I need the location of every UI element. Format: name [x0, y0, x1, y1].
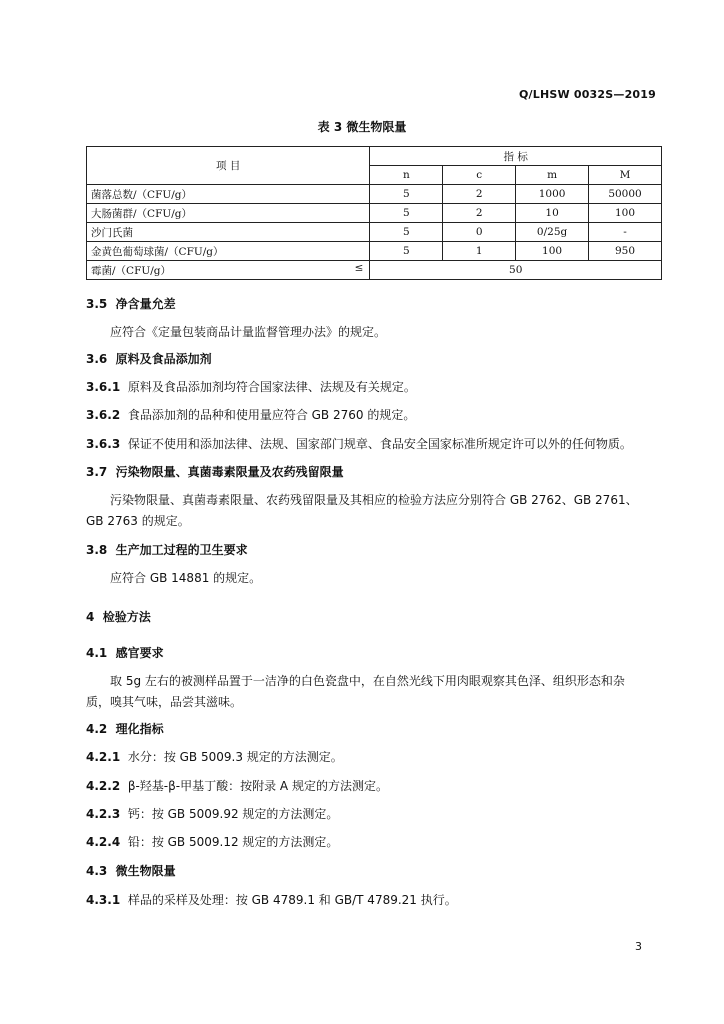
cell-n: 5 — [370, 242, 443, 261]
table-row — [87, 223, 662, 242]
table-row — [87, 242, 662, 261]
section-4-2-1: 4.2.1 水分：按 GB 5009.3 规定的方法测定。 — [86, 750, 343, 764]
section-4-3-1: 4.3.1 样品的采样及处理：按 GB 4789.1 和 GB/T 4789.21 执行。 — [86, 893, 457, 907]
column-header: M — [589, 166, 662, 185]
section-3-6-3: 3.6.3 保证不使用和添加法律、法规、国家部门规章、食品安全国家标准所规定许可以外的任何物质。 — [86, 437, 632, 451]
cell-c: 2 — [443, 185, 516, 204]
section-4-heading: 4 检验方法 — [86, 610, 151, 624]
section-4-1-body-line2: 质，嗅其气味，品尝其滋味。 — [86, 695, 243, 709]
table-row — [87, 204, 662, 223]
cell-m: 10 — [516, 204, 589, 223]
cell-M: - — [589, 223, 662, 242]
section-4-2-2: 4.2.2 β-羟基-β-甲基丁酸：按附录 A 规定的方法测定。 — [86, 779, 388, 793]
row-item: 菌落总数/（CFU/g） — [87, 185, 370, 204]
standard-code: Q/LHSW 0032S—2019 — [518, 88, 656, 101]
section-3-5-heading: 3.5 净含量允差 — [86, 297, 176, 311]
section-3-7-heading: 3.7 污染物限量、真菌毒素限量及农药残留限量 — [86, 465, 344, 479]
mold-limit-value: 50 — [370, 261, 662, 280]
cell-M: 50000 — [589, 185, 662, 204]
section-4-3-heading: 4.3 微生物限量 — [86, 864, 176, 878]
cell-c: 1 — [443, 242, 516, 261]
section-3-6-2: 3.6.2 食品添加剂的品种和使用量应符合 GB 2760 的规定。 — [86, 408, 416, 422]
column-header: c — [443, 166, 516, 185]
cell-M: 950 — [589, 242, 662, 261]
cell-c: 2 — [443, 204, 516, 223]
row-item — [87, 261, 370, 280]
cell-m: 1000 — [516, 185, 589, 204]
section-4-2-3: 4.2.3 钙：按 GB 5009.92 规定的方法测定。 — [86, 807, 339, 821]
cell-M: 100 — [589, 204, 662, 223]
cell-n: 5 — [370, 185, 443, 204]
row-item: 金黄色葡萄球菌/（CFU/g） — [87, 242, 370, 261]
table-row-mold — [87, 261, 662, 280]
column-header: n — [370, 166, 443, 185]
header-item-cell: 项 目 — [87, 147, 370, 185]
cell-c: 0 — [443, 223, 516, 242]
column-header: m — [516, 166, 589, 185]
header-index-cell: 指 标 — [370, 147, 662, 166]
table-row — [87, 185, 662, 204]
section-4-1-heading: 4.1 感官要求 — [86, 646, 164, 660]
page-number: 3 — [635, 940, 642, 953]
table-caption: 表 3 微生物限量 — [317, 120, 407, 134]
section-3-7-body-line1: 污染物限量、真菌毒素限量、农药残留限量及其相应的检验方法应分别符合 GB 2762、GB 2761、 — [110, 493, 638, 507]
less-equal-symbol: ≤ — [354, 262, 364, 274]
cell-n: 5 — [370, 223, 443, 242]
section-3-7-body-line2: GB 2763 的规定。 — [86, 514, 190, 528]
section-3-5-body: 应符合《定量包装商品计量监督管理办法》的规定。 — [110, 325, 387, 339]
section-3-8-body: 应符合 GB 14881 的规定。 — [110, 571, 262, 585]
cell-m: 100 — [516, 242, 589, 261]
cell-m: 0/25g — [516, 223, 589, 242]
section-4-2-4: 4.2.4 铅：按 GB 5009.12 规定的方法测定。 — [86, 835, 339, 849]
row-item: 大肠菌群/（CFU/g） — [87, 204, 370, 223]
section-3-6-1: 3.6.1 原料及食品添加剂均符合国家法律、法规及有关规定。 — [86, 380, 416, 394]
section-3-8-heading: 3.8 生产加工过程的卫生要求 — [86, 543, 248, 557]
section-4-2-heading: 4.2 理化指标 — [86, 722, 164, 736]
row-item: 沙门氏菌 — [87, 223, 370, 242]
section-4-1-body-line1: 取 5g 左右的被测样品置于一洁净的白色瓷盘中，在自然光线下用肉眼观察其色泽、组织形态和杂 — [110, 674, 625, 688]
section-3-6-heading: 3.6 原料及食品添加剂 — [86, 352, 212, 366]
microbial-limit-table — [86, 146, 662, 280]
cell-n: 5 — [370, 204, 443, 223]
mold-item-label: 霉菌/（CFU/g） — [91, 264, 171, 277]
